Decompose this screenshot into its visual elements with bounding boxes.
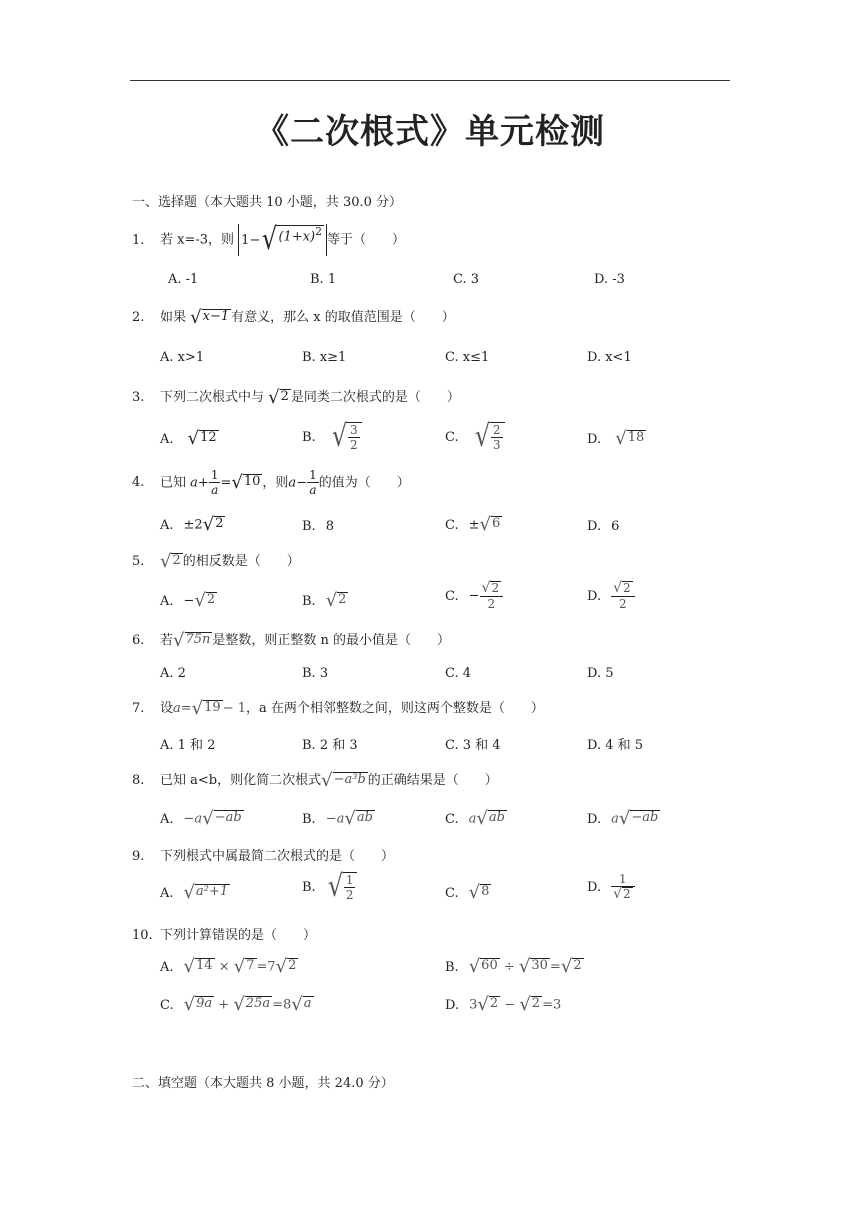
q4-option-b[interactable]: B. 8 xyxy=(302,519,334,534)
header-rule xyxy=(130,80,730,81)
question-8: 8. 已知 a<b，则化简二次根式 √ −a³b 的正确结果是（ ） xyxy=(132,769,498,791)
section-heading-choice: 一、选择题（本大题共 10 小题，共 30.0 分） xyxy=(132,195,403,210)
q1-option-b[interactable]: B. 1 xyxy=(310,272,337,287)
q4-option-a[interactable]: A. ±2 √ 2 xyxy=(160,514,224,535)
question-10: 10. 下列计算错误的是（ ） xyxy=(132,928,317,943)
radical: √ 30 xyxy=(518,956,548,977)
q10-option-d[interactable]: D. 3 √ 2 − √ 2 =3 xyxy=(445,994,562,1015)
radical: √ 60 xyxy=(468,956,498,977)
radical: √ 2 xyxy=(560,956,582,977)
q1-option-d[interactable]: D. -3 xyxy=(594,272,625,287)
radical: √ −ab xyxy=(202,808,242,829)
radical: √ ab xyxy=(344,808,373,829)
radical: √ a xyxy=(291,994,312,1015)
radical: √ x−1 xyxy=(190,306,230,328)
q4-option-d[interactable]: D. 6 xyxy=(587,519,620,534)
radical: √ 2 xyxy=(519,994,541,1015)
question-4: 4. 已知 a+ $\frac{1}{a}$ = √ 10 ，则a− $\frac{1}{a}$ 的值为（ ） xyxy=(132,468,410,498)
radical: √ 2 xyxy=(275,956,297,977)
radical: √ 2 xyxy=(477,994,499,1015)
radical: √ 10 xyxy=(231,471,261,493)
question-7: 7. 设a= √ 19 − 1，a 在两个相邻整数之间，则这两个整数是（ ） xyxy=(132,697,544,719)
radical: √ 2 xyxy=(202,514,224,535)
radical: √ 19 xyxy=(191,697,221,719)
radical: √ 25a xyxy=(233,994,271,1015)
radical: √ $\frac{3}{2}$ xyxy=(330,422,362,453)
q8-option-c[interactable]: C. a √ ab xyxy=(445,808,505,829)
q9-option-b[interactable]: B. √ $\frac{1}{2}$ xyxy=(302,872,357,903)
question-9: 9. 下列根式中属最简二次根式的是（ ） xyxy=(132,849,395,864)
q9-option-a[interactable]: A. √ a²+1 xyxy=(160,882,229,903)
radical: √ $(1+x)^2$ xyxy=(262,222,323,257)
question-1: 1. 若 x=-3，则 1 − √ $(1+x)^2$ 等于（ ） xyxy=(132,222,406,257)
page-title: 《二次根式》单元检测 xyxy=(255,112,605,152)
section-heading-fill: 二、填空题（本大题共 8 小题，共 24.0 分） xyxy=(132,1076,394,1091)
radical: √ $\frac{2}{3}$ xyxy=(473,422,505,453)
radical: √ 12 xyxy=(187,428,217,449)
q8-option-a[interactable]: A. −a √ −ab xyxy=(160,808,242,829)
radical: √ 14 xyxy=(183,956,213,977)
radical: √ −ab xyxy=(618,808,659,829)
radical: √ 2 xyxy=(613,580,631,597)
radical: √ 7 xyxy=(233,956,255,977)
q5-option-c[interactable]: C. − √ 2 2 xyxy=(445,581,503,611)
radical: √ 2 xyxy=(481,580,500,597)
q2-option-c[interactable]: C. x≤1 xyxy=(445,350,490,365)
radical: √ ab xyxy=(476,808,505,829)
question-6: 6. 若 √ 75n 是整数，则正整数 n 的最小值是（ ） xyxy=(132,629,451,651)
q2-option-d[interactable]: D. x<1 xyxy=(587,350,632,365)
radical: √ 6 xyxy=(479,514,501,535)
q3-option-c[interactable]: C. √ $\frac{2}{3}$ xyxy=(445,422,505,453)
radical: √ 2 xyxy=(160,550,181,572)
q6-option-b[interactable]: B. 3 xyxy=(302,666,329,681)
q7-option-c[interactable]: C. 3 和 4 xyxy=(445,738,501,753)
q7-option-d[interactable]: D. 4 和 5 xyxy=(587,738,644,753)
abs-expression: 1 − √ $(1+x)^2$ xyxy=(238,224,327,256)
q1-option-c[interactable]: C. 3 xyxy=(453,272,480,287)
q10-option-b[interactable]: B. √ 60 ÷ √ 30 = √ 2 xyxy=(445,956,582,977)
q2-option-b[interactable]: B. x≥1 xyxy=(302,350,347,365)
q1-option-a[interactable]: A. -1 xyxy=(168,272,199,287)
q5-option-d[interactable]: D. √ 2 2 xyxy=(587,581,635,611)
radical: √ a²+1 xyxy=(183,882,229,903)
radical: √ 75n xyxy=(173,629,211,651)
q5-option-a[interactable]: A. − √ 2 xyxy=(160,590,216,611)
radical: √ 18 xyxy=(615,428,645,449)
q6-option-a[interactable]: A. 2 xyxy=(160,666,186,681)
q2-option-a[interactable]: A. x>1 xyxy=(160,350,205,365)
q10-option-a[interactable]: A. √ 14 × √ 7 =7 √ 2 xyxy=(160,956,297,977)
q7-option-a[interactable]: A. 1 和 2 xyxy=(160,738,216,753)
radical: √ 2 xyxy=(268,386,289,408)
question-3: 3. 下列二次根式中与 √ 2 是同类二次根式的是（ ） xyxy=(132,386,460,408)
radical: √ 2 xyxy=(194,590,216,611)
q5-option-b[interactable]: B. √ 2 xyxy=(302,590,347,611)
q7-option-b[interactable]: B. 2 和 3 xyxy=(302,738,358,753)
q8-option-d[interactable]: D. a √ −ab xyxy=(587,808,659,829)
q9-option-d[interactable]: D. 1 √ 2 xyxy=(587,872,635,902)
radical: √ 2 xyxy=(325,590,347,611)
q9-option-c[interactable]: C. √ 8 xyxy=(445,882,490,903)
radical: √ −a³b xyxy=(321,769,366,791)
radical: √ $\frac{1}{2}$ xyxy=(326,872,358,903)
q3-option-d[interactable]: D. √ 18 xyxy=(587,428,645,449)
radical: √ 8 xyxy=(468,882,490,903)
question-5: 5. √ 2 的相反数是（ ） xyxy=(132,550,300,572)
radical: √ 2 xyxy=(613,886,631,903)
q3-option-b[interactable]: B. √ $\frac{3}{2}$ xyxy=(302,422,362,453)
question-2: 2. 如果 √ x−1 有意义，那么 x 的取值范围是（ ） xyxy=(132,306,455,328)
q10-option-c[interactable]: C. √ 9a + √ 25a =8 √ a xyxy=(160,994,312,1015)
radical: √ 9a xyxy=(183,994,213,1015)
q6-option-c[interactable]: C. 4 xyxy=(445,666,472,681)
q4-option-c[interactable]: C. ± √ 6 xyxy=(445,514,501,535)
q3-option-a[interactable]: A. √ 12 xyxy=(160,428,217,449)
q6-option-d[interactable]: D. 5 xyxy=(587,666,614,681)
q8-option-b[interactable]: B. −a √ ab xyxy=(302,808,373,829)
